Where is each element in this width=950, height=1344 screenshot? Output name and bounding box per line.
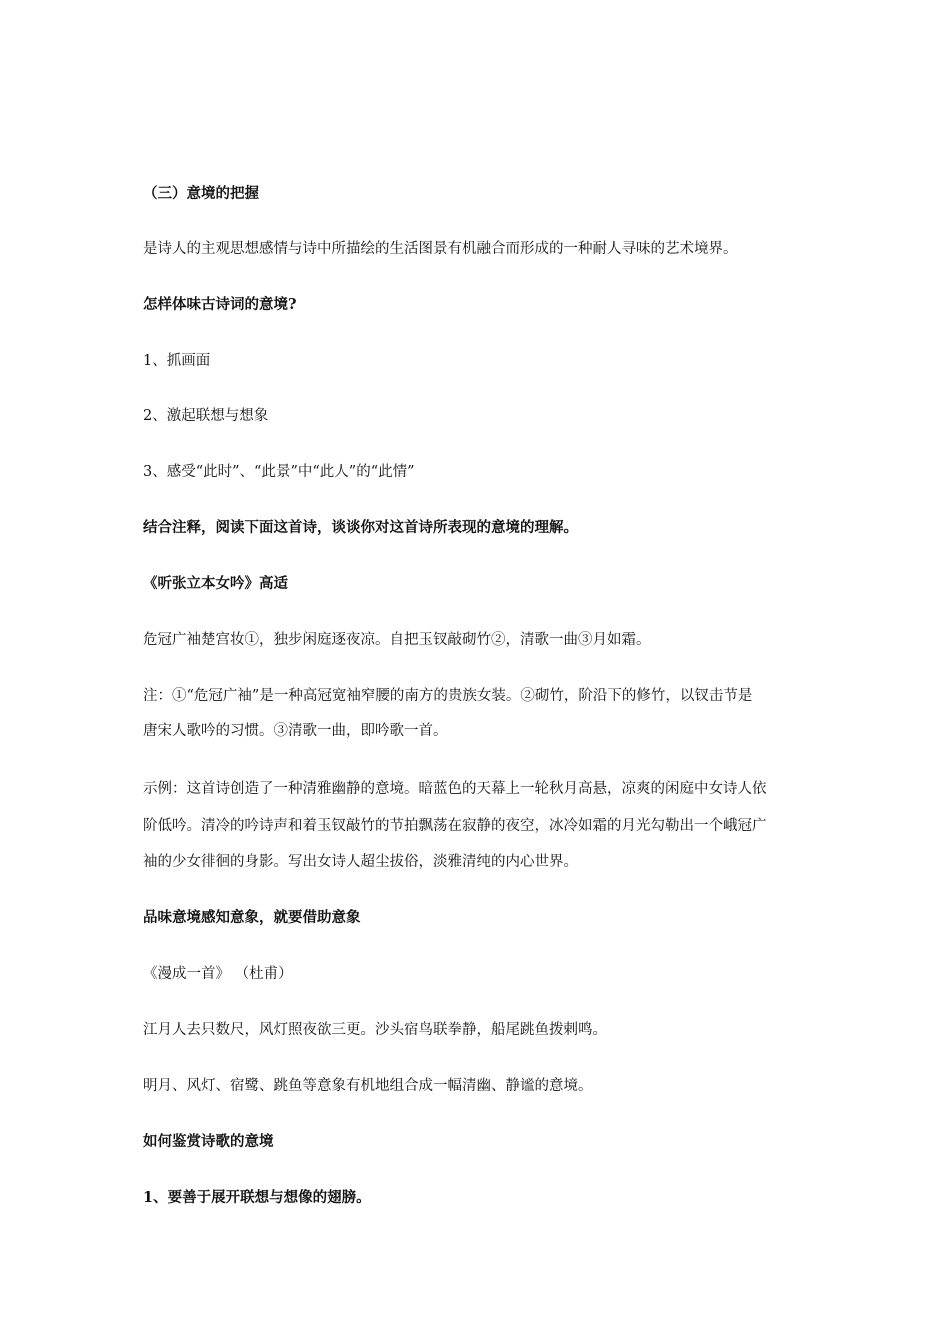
- appreciation-point: 1、要善于展开联想与想像的翅膀。: [143, 1189, 371, 1206]
- poem2-title: 《漫成一首》 （杜甫）: [143, 966, 293, 982]
- poem2-text: 江月人去只数尺，风灯照夜欲三更。沙头宿鸟联拳静，船尾跳鱼拨剌鸣。: [143, 1022, 607, 1038]
- task-instruction: 结合注释，阅读下面这首诗，谈谈你对这首诗所表现的意境的理解。: [143, 519, 578, 536]
- note-line: 注：①“危冠广袖”是一种高冠宽袖窄腰的南方的贵族女装。②砌竹，阶沿下的修竹，以钗击节是: [143, 688, 753, 704]
- example-line: 袖的少女徘徊的身影。写出女诗人超尘拔俗，淡雅清纯的内心世界。: [143, 854, 578, 870]
- poem2-comment: 明月、风灯、宿鹭、跳鱼等意象有机地组合成一幅清幽、静谧的意境。: [143, 1078, 593, 1094]
- step-item: 2、激起联想与想象: [143, 408, 269, 424]
- poem1-title: 《听张立本女吟》高适: [143, 575, 288, 592]
- step-item: 3、感受“此时”、“此景”中“此人”的“此情”: [143, 464, 415, 480]
- question-heading: 怎样体味古诗词的意境?: [143, 296, 297, 313]
- example-line: 阶低吟。清冷的吟诗声和着玉钗敲竹的节拍飘荡在寂静的夜空，冰冷如霜的月光勾勒出一个峨冠广: [143, 818, 767, 834]
- poem1-text: 危冠广袖楚宫妆①，独步闲庭逐夜凉。自把玉钗敲砌竹②，清歌一曲③月如霜。: [143, 632, 651, 648]
- step-item: 1、抓画面: [143, 353, 211, 369]
- section-heading: （三）意境的把握: [143, 185, 259, 202]
- appreciation-heading: 如何鉴赏诗歌的意境: [143, 1133, 274, 1150]
- imagery-heading: 品味意境感知意象，就要借助意象: [143, 909, 361, 926]
- note-line: 唐宋人歌吟的习惯。③清歌一曲，即吟歌一首。: [143, 723, 448, 739]
- definition-text: 是诗人的主观思想感情与诗中所描绘的生活图景有机融合而形成的一种耐人寻味的艺术境界。: [143, 241, 738, 257]
- example-line: 示例：这首诗创造了一种清雅幽静的意境。暗蓝色的天幕上一轮秋月高悬，凉爽的闲庭中女诗人依: [143, 781, 767, 797]
